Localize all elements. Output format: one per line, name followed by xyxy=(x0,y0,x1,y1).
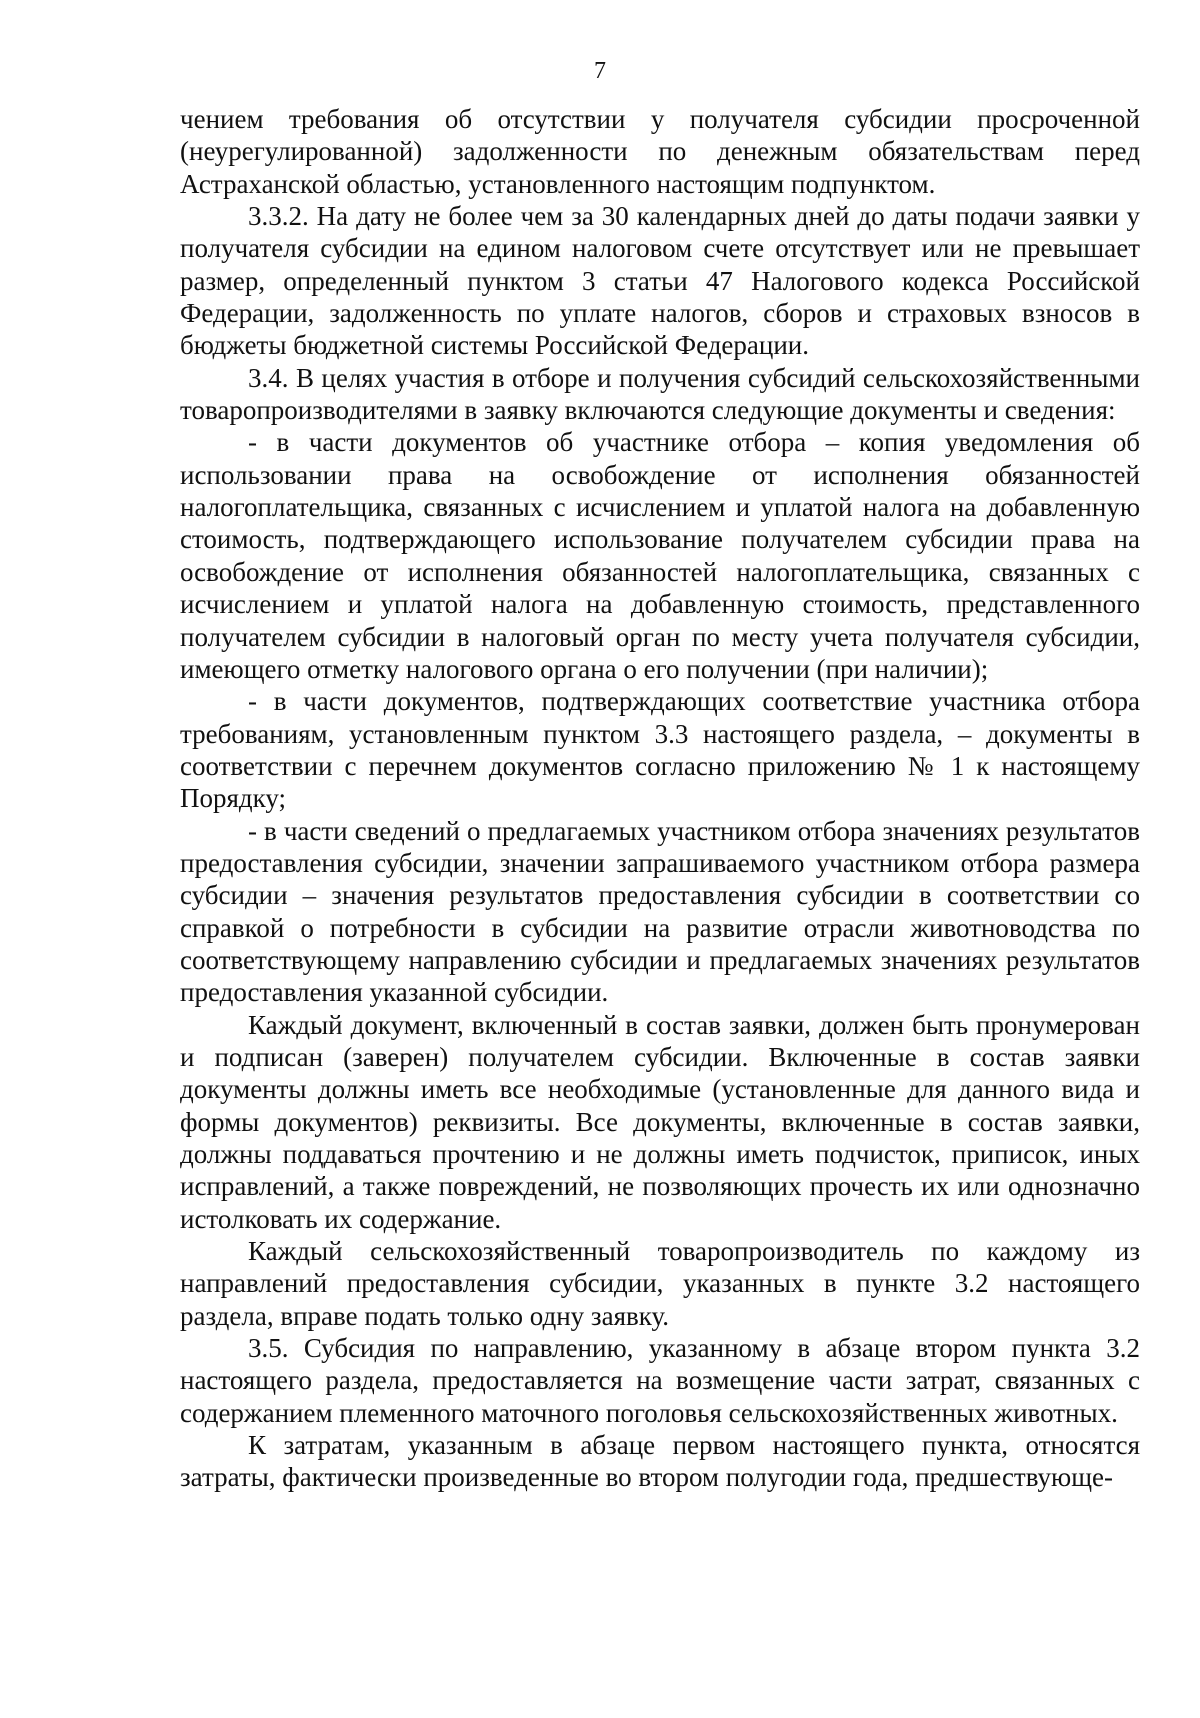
paragraph-continuation: чением требования об отсутствии у получателя субсидии просроченной (неурегулированной) задолженности по денежным обязательствам перед Астраханской областью, установленного настоящим подпунктом. xyxy=(180,104,1140,199)
list-item-result-values: - в части сведений о предлагаемых участником отбора значениях результатов предоставления субсидии, значении запрашиваемого участником отбора размера субсидии – значения результатов предоставления субсидии в соответствии со справкой о потребности в субсидии на развитие отрасли животноводства по соответствующему направлению субсидии и предлагаемых значениях результатов предоставления указанной субсидии. xyxy=(180,815,1140,1008)
paragraph-one-application: Каждый сельскохозяйственный товаропроизводитель по каждому из направлений предоставления субсидии, указанных в пункте 3.2 настоящего раздела, вправе подать только одну заявку. xyxy=(180,1236,1140,1331)
list-item-compliance-documents: - в части документов, подтверждающих соответствие участника отбора требованиям, установленным пунктом 3.3 настоящего раздела, – документы в соответствии с перечнем документов согласно приложению № 1 к настоящему Порядку; xyxy=(180,686,1140,814)
page-number: 7 xyxy=(594,58,606,84)
paragraph-costs: К затратам, указанным в абзаце первом настоящего пункта, относятся затраты, фактически произведенные во втором полугодии года, предшествующе- xyxy=(180,1430,1140,1493)
paragraph-3-5: 3.5. Субсидия по направлению, указанному в абзаце втором пункта 3.2 настоящего раздела, предоставляется на возмещение части затрат, связанных с содержанием племенного маточного поголовья сельскохозяйственных животных. xyxy=(180,1333,1140,1428)
list-item-participant-documents: - в части документов об участнике отбора – копия уведомления об использовании права на освобождение от исполнения обязанностей налогоплательщика, связанных с исчислением и уплатой налога на добавленную стоимость, подтверждающего использование получателем субсидии права на освобождение от исполнения обязанностей налогоплательщика, связанных с исчислением и уплатой налога на добавленную стоимость, представленного получателем субсидии в налоговый орган по месту учета получателя субсидии, имеющего отметку налогового органа о его получении (при наличии); xyxy=(180,427,1140,684)
paragraph-document-requirements: Каждый документ, включенный в состав заявки, должен быть пронумерован и подписан (заверен) получателем субсидии. Включенные в состав заявки документы должны иметь все необходимые (установленные для данного вида и формы документов) реквизиты. Все документы, включенные в состав заявки, должны поддаваться прочтению и не должны иметь подчисток, приписок, иных исправлений, а также повреждений, не позволяющих прочесть их или однозначно истолковать их содержание. xyxy=(180,1009,1140,1234)
paragraph-3-4: 3.4. В целях участия в отборе и получения субсидий сельскохозяйственными товаропроизводителями в заявку включаются следующие документы и сведения: xyxy=(180,362,1140,426)
paragraph-3-3-2: 3.3.2. На дату не более чем за 30 календарных дней до даты подачи заявки у получателя субсидии на едином налоговом счете отсутствует или не превышает размер, определенный пунктом 3 статьи 47 Налогового кодекса Российской Федерации, задолженность по уплате налогов, сборов и страховых взносов в бюджеты бюджетной системы Российской Федерации. xyxy=(180,201,1140,361)
document-body xyxy=(180,103,1140,1494)
